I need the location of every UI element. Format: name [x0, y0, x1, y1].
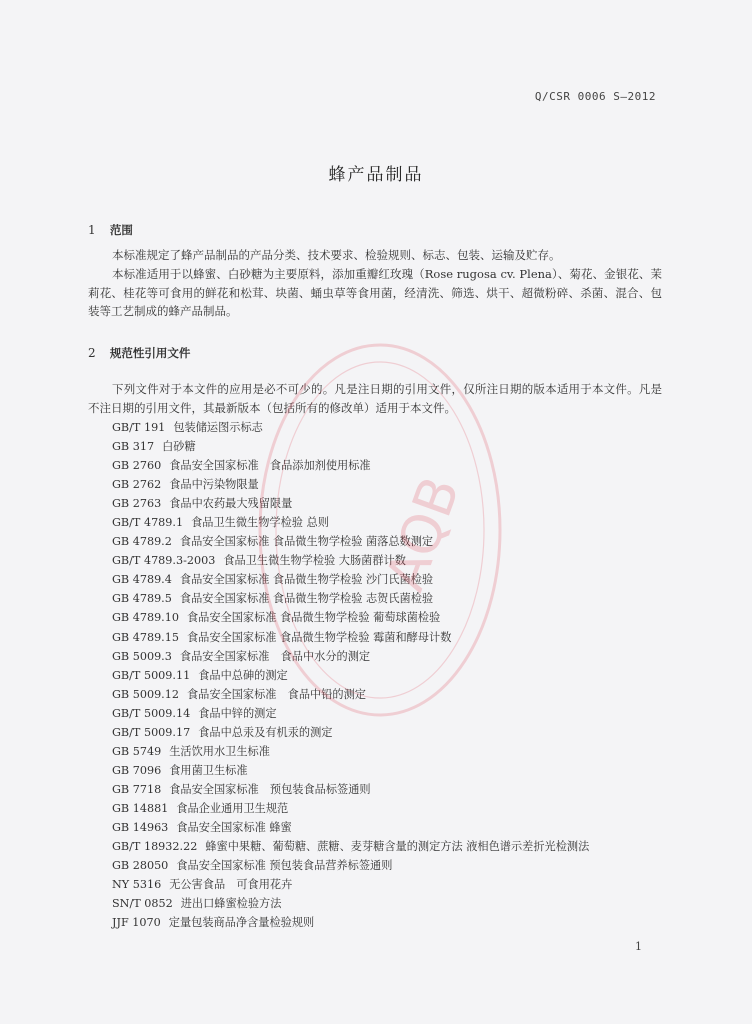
reference-code: NY 5316 [112, 878, 162, 892]
reference-code: GB 5749 [112, 744, 162, 758]
scope-paragraph-1: 本标准规定了蜂产品制品的产品分类、技术要求、检验规则、标志、包装、运输及贮存。 [112, 248, 561, 262]
section-number: 2 [88, 346, 96, 360]
reference-item [112, 799, 589, 818]
reference-item [112, 494, 589, 513]
section-number: 1 [88, 223, 96, 237]
section-2-heading [88, 345, 190, 361]
reference-item [112, 570, 589, 589]
reference-title: 食品安全国家标准 食品微生物学检验 沙门氏菌检验 [179, 573, 434, 587]
page-number: 1 [635, 940, 642, 953]
reference-title: 食品中总汞及有机汞的测定 [198, 725, 333, 739]
reference-code: GB/T 4789.3-2003 [112, 554, 216, 568]
reference-code: GB 4789.2 [112, 535, 172, 549]
reference-code: GB 2763 [112, 497, 162, 511]
reference-title: 白砂糖 [162, 440, 196, 454]
reference-code: GB 14963 [112, 820, 169, 834]
reference-item [112, 418, 589, 437]
reference-title: 食品安全国家标准 预包装食品标签通则 [169, 782, 371, 796]
reference-code: GB/T 191 [112, 421, 166, 434]
reference-item [112, 608, 589, 627]
reference-title: 食品安全国家标准 食品微生物学检验 志贺氏菌检验 [179, 592, 434, 606]
reference-title: 食品安全国家标准 食品中铅的测定 [186, 687, 366, 701]
reference-code: GB 28050 [112, 859, 169, 873]
section-label: 范围 [109, 223, 133, 237]
reference-item [112, 723, 589, 742]
reference-item [112, 761, 589, 780]
reference-list [112, 418, 589, 932]
reference-code: GB 7096 [112, 763, 162, 777]
reference-item [112, 894, 589, 913]
reference-code: GB/T 5009.11 [112, 668, 191, 682]
scope-paragraph-2: 本标准适用于以蜂蜜、白砂糖为主要原料，添加重瓣红玫瑰（Rose rugosa cv. Plena）、菊花、金银花、茉莉花、桂花等可食用的鲜花和松茸、块菌、蛹虫草等食用菌，经清洗、筛选、烘干、超微粉碎、杀菌、混合、包装等工艺制成的蜂产品制品。 [88, 267, 662, 318]
reference-title: 食用菌卫生标准 [169, 763, 248, 777]
reference-item [112, 856, 589, 875]
reference-code: GB 4789.5 [112, 592, 172, 606]
reference-title: 进出口蜂蜜检验方法 [180, 897, 282, 911]
references-intro-paragraph: 下列文件对于本文件的应用是必不可少的。凡是注日期的引用文件，仅所注日期的版本适用于本文件。凡是不注日期的引用文件，其最新版本（包括所有的修改单）适用于本文件。 [88, 382, 662, 415]
reference-code: GB 5009.12 [112, 687, 179, 701]
reference-title: 食品安全国家标准 预包装食品营养标签通则 [176, 859, 393, 873]
reference-item [112, 437, 589, 456]
reference-code: GB/T 18932.22 [112, 840, 198, 854]
reference-code: JJF 1070 [112, 916, 161, 930]
reference-code: GB 2760 [112, 459, 162, 473]
reference-item [112, 742, 589, 761]
reference-code: GB 4789.10 [112, 611, 179, 625]
reference-item [112, 628, 589, 647]
reference-item [112, 666, 589, 685]
reference-code: GB/T 5009.17 [112, 725, 191, 739]
reference-title: 食品安全国家标准 食品添加剂使用标准 [169, 459, 371, 473]
reference-item [112, 913, 589, 932]
reference-title: 食品卫生微生物学检验 大肠菌群计数 [223, 554, 406, 568]
reference-code: GB 14881 [112, 801, 169, 815]
reference-title: 食品安全国家标准 食品微生物学检验 霉菌和酵母计数 [186, 630, 452, 644]
reference-item [112, 875, 589, 894]
reference-item [112, 456, 589, 475]
reference-item [112, 513, 589, 532]
reference-item [112, 647, 589, 666]
document-title: 蜂产品制品 [328, 165, 424, 185]
reference-title: 食品中锌的测定 [198, 706, 277, 720]
stamp-text: AQB [373, 468, 472, 599]
reference-item [112, 837, 589, 856]
reference-code: GB 5009.3 [112, 649, 172, 663]
reference-item [112, 780, 589, 799]
reference-title: 食品安全国家标准 蜂蜜 [176, 820, 292, 834]
reference-code: GB 4789.4 [112, 573, 172, 587]
reference-code: SN/T 0852 [112, 897, 173, 911]
reference-code: GB 2762 [112, 478, 162, 492]
reference-title: 食品安全国家标准 食品微生物学检验 葡萄球菌检验 [186, 611, 441, 625]
reference-title: 生活饮用水卫生标准 [169, 744, 270, 758]
reference-item [112, 589, 589, 608]
reference-title: 定量包装商品净含量检验规则 [168, 916, 315, 930]
reference-title: 食品中污染物限量 [169, 478, 259, 492]
reference-item [112, 704, 589, 723]
reference-title: 食品卫生微生物学检验 总则 [191, 516, 329, 530]
reference-item [112, 685, 589, 704]
reference-code: GB/T 4789.1 [112, 516, 184, 530]
reference-item [112, 475, 589, 494]
document-code: Q/CSR 0006 S—2012 [534, 90, 656, 103]
reference-title: 蜂蜜中果糖、葡萄糖、蔗糖、麦芽糖含量的测定方法 液相色谱示差折光检测法 [205, 840, 590, 854]
reference-title: 食品中总砷的测定 [198, 668, 288, 682]
section-1-heading [88, 222, 133, 238]
reference-title: 食品安全国家标准 食品微生物学检验 菌落总数测定 [179, 535, 434, 549]
reference-title: 食品中农药最大残留限量 [169, 497, 293, 511]
reference-code: GB 7718 [112, 782, 162, 796]
reference-code: GB 317 [112, 440, 155, 454]
reference-title: 食品安全国家标准 食品中水分的测定 [179, 649, 371, 663]
reference-item [112, 818, 589, 837]
reference-title: 食品企业通用卫生规范 [176, 801, 289, 815]
reference-title: 无公害食品 可食用花卉 [169, 878, 293, 892]
reference-code: GB 4789.15 [112, 630, 179, 644]
reference-item [112, 532, 589, 551]
reference-title: 包装储运图示标志 [173, 421, 263, 434]
reference-code: GB/T 5009.14 [112, 706, 191, 720]
section-label: 规范性引用文件 [109, 346, 191, 360]
reference-item [112, 551, 589, 570]
